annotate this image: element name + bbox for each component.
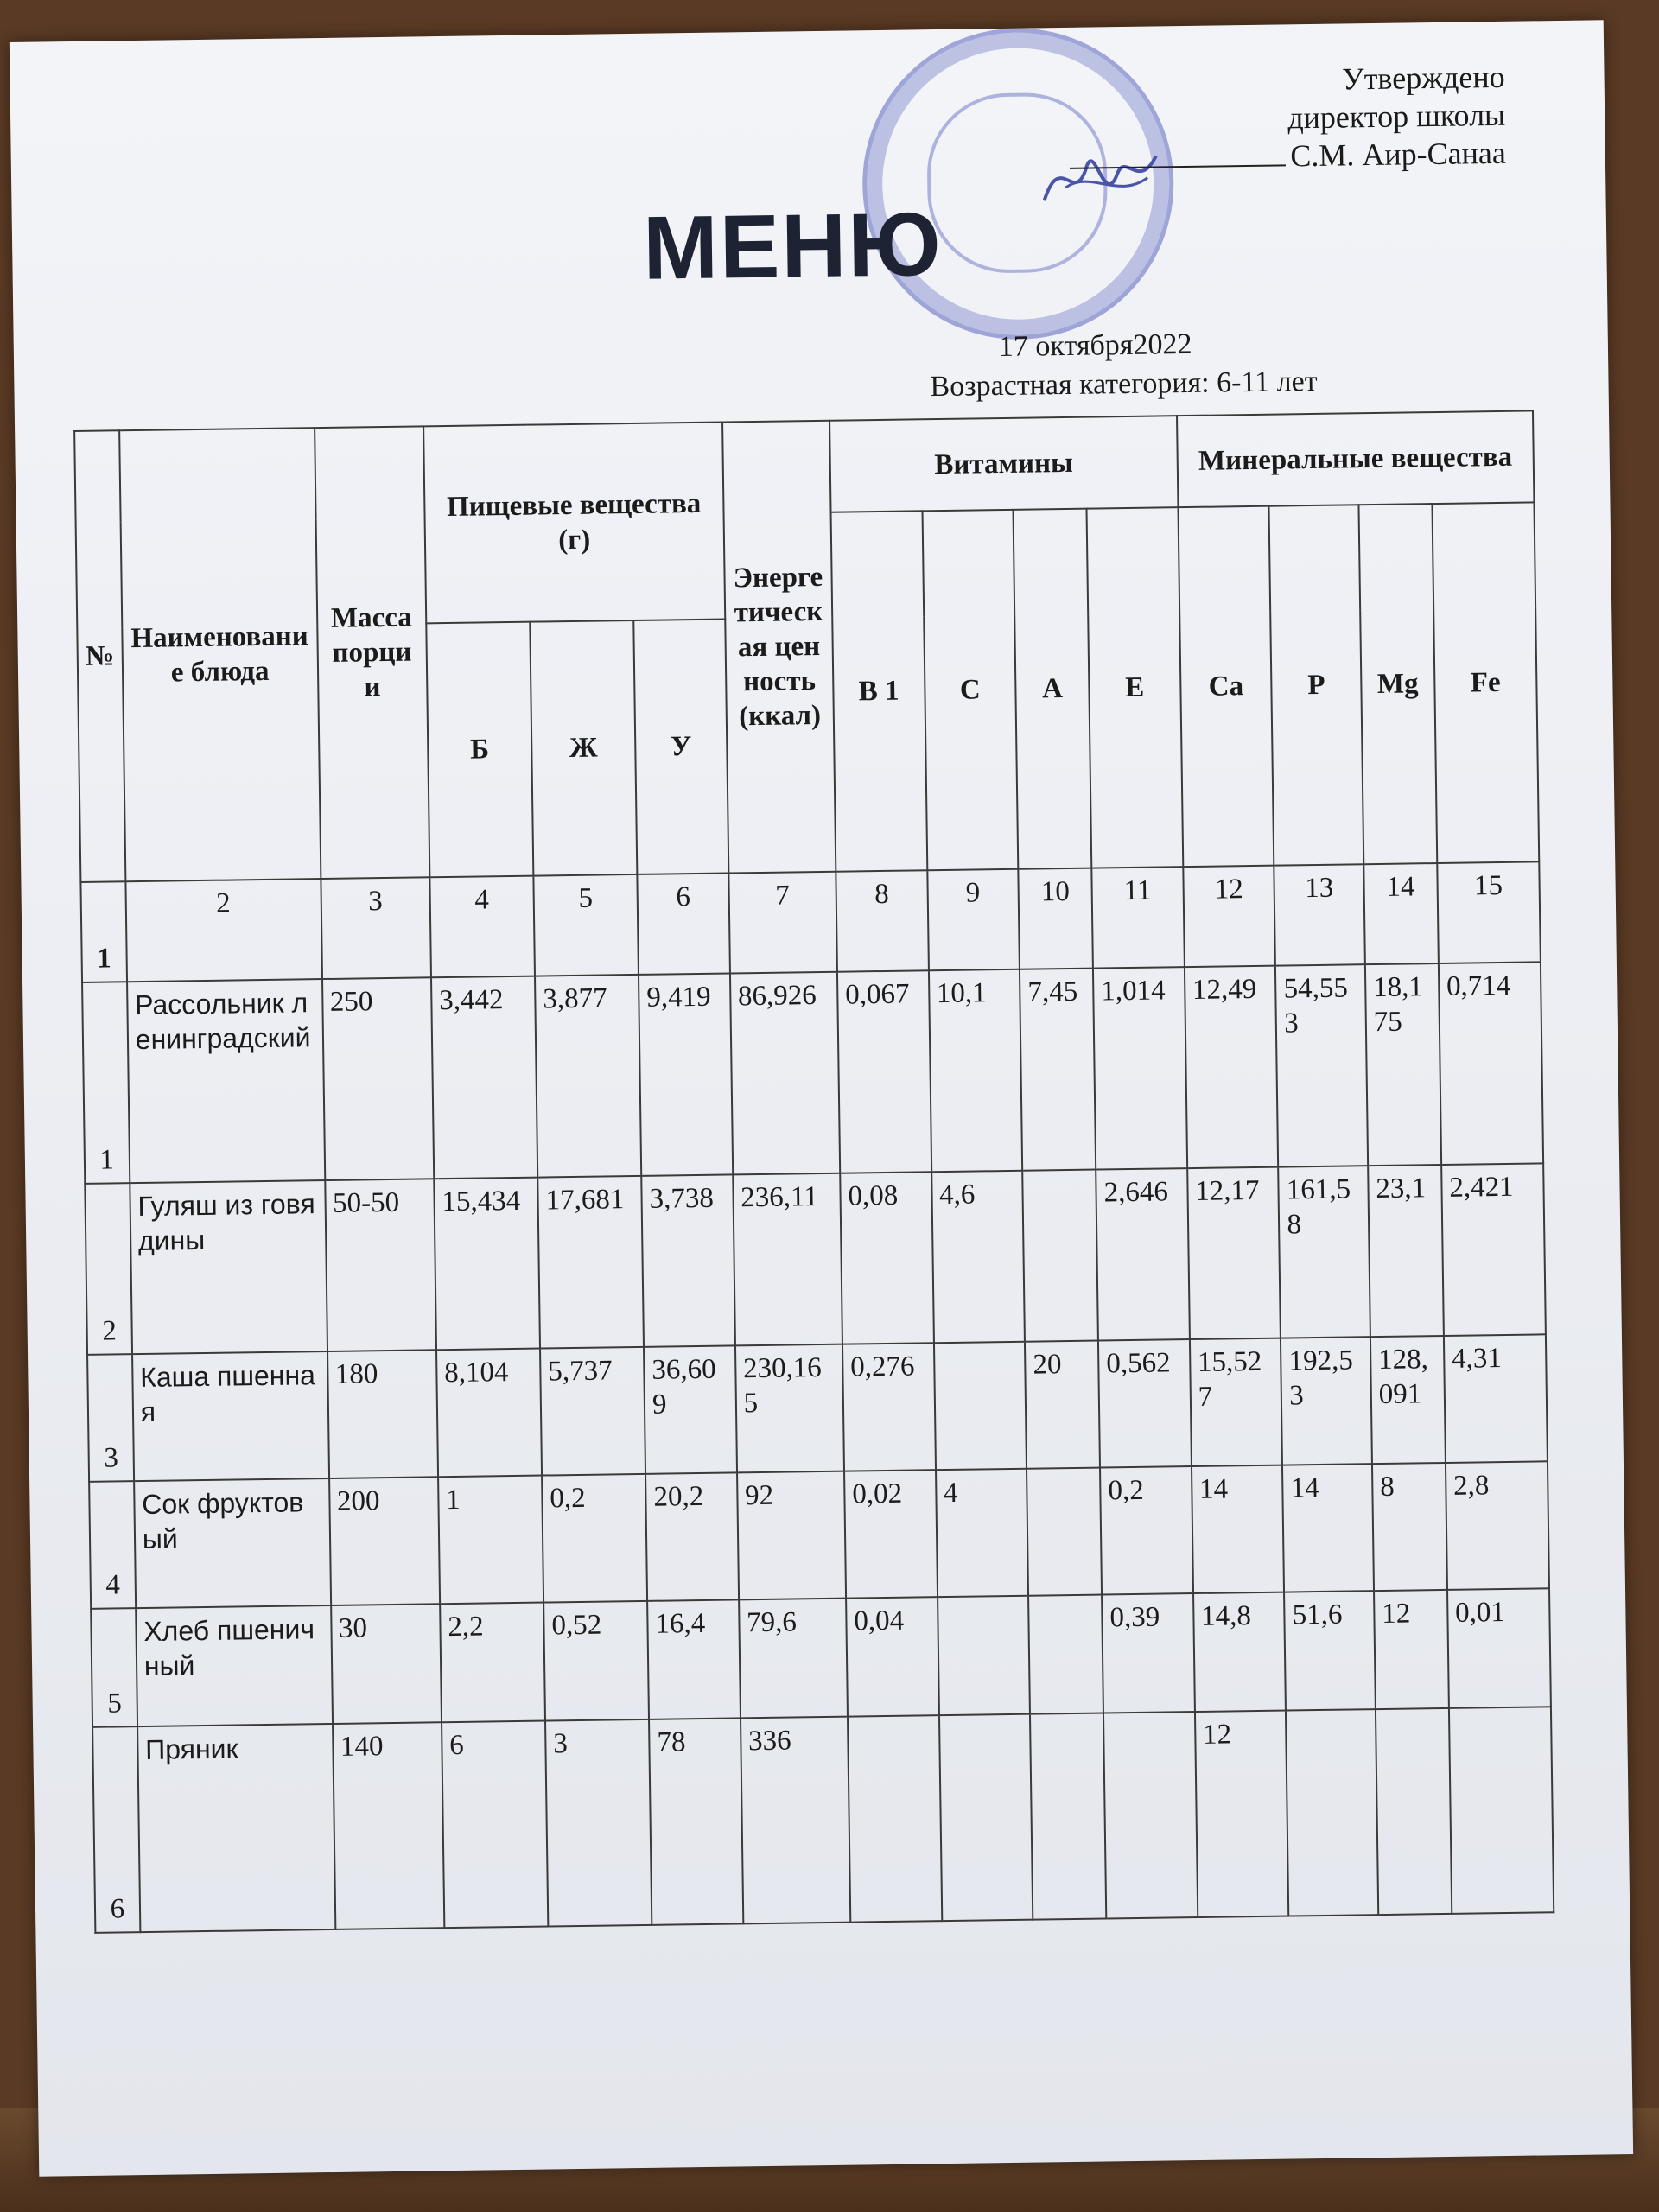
cell-p: 161,58 (1278, 1166, 1370, 1338)
header-minerals: Минеральные вещества (1177, 410, 1535, 507)
cell-a: 20 (1025, 1340, 1100, 1468)
cell-fe: 4,31 (1444, 1334, 1548, 1463)
header-energy: Энергетическая ценность (ккал) (722, 421, 836, 874)
cell-energy: 79,6 (739, 1598, 848, 1718)
dish-name: Гуляш из говядины (130, 1180, 327, 1354)
cell-fats: 3,877 (535, 975, 641, 1178)
cell-c (934, 1341, 1027, 1469)
cell-e: 0,562 (1098, 1339, 1192, 1467)
cell-a (1030, 1713, 1106, 1920)
cell-mg: 8 (1372, 1463, 1447, 1591)
cell-carbs: 9,419 (639, 973, 733, 1176)
cell-fats: 0,52 (543, 1601, 649, 1721)
cell-mass: 30 (331, 1604, 442, 1724)
cell-ca: 14,8 (1193, 1592, 1287, 1711)
column-number: 15 (1437, 862, 1541, 963)
cell-a (1028, 1594, 1103, 1713)
cell-mg: 18,175 (1365, 963, 1441, 1166)
table-row (82, 962, 1543, 1184)
header-a: А (1014, 509, 1092, 869)
column-number: 10 (1018, 868, 1093, 969)
cell-b1: 0,276 (842, 1343, 936, 1471)
cell-mass: 180 (327, 1350, 438, 1478)
cell-proteins: 1 (438, 1475, 543, 1604)
column-number: 1 (80, 881, 126, 982)
header-portion-mass: Масса порции (315, 426, 430, 879)
cell-ca: 12,49 (1185, 965, 1279, 1168)
dish-name: Рассольник ленинградский (127, 979, 325, 1183)
cell-p: 54,553 (1275, 964, 1368, 1167)
cell-b1: 0,08 (840, 1172, 933, 1344)
cell-energy: 86,926 (730, 972, 840, 1175)
dish-name: Сок фруктовый (134, 1478, 331, 1608)
header-nutrients: Пищевые вещества (г) (423, 423, 725, 624)
page-title: МЕНЮ (642, 194, 944, 299)
header-num: № (74, 430, 125, 882)
cell-c (939, 1713, 1033, 1921)
cell-a (1022, 1170, 1098, 1342)
header-fe: Fe (1432, 503, 1539, 863)
column-number: 7 (728, 872, 837, 973)
approval-label: Утверждено (1341, 59, 1505, 97)
row-number: 5 (91, 1608, 137, 1727)
header-proteins: Б (426, 622, 533, 878)
table-row (85, 1163, 1546, 1354)
cell-mass: 250 (322, 977, 435, 1180)
cell-carbs: 20,2 (645, 1472, 739, 1600)
row-number: 1 (82, 982, 130, 1184)
cell-mass: 200 (329, 1477, 440, 1605)
row-number: 6 (92, 1726, 140, 1933)
cell-e: 2,646 (1096, 1168, 1189, 1340)
cell-fe: 2,421 (1441, 1163, 1546, 1335)
cell-c (938, 1595, 1031, 1714)
cell-ca: 12 (1195, 1710, 1289, 1917)
cell-a (1027, 1467, 1102, 1595)
cell-p: 192,53 (1281, 1337, 1372, 1465)
cell-fats: 0,2 (542, 1474, 647, 1603)
cell-e (1103, 1712, 1198, 1919)
cell-fe: 0,01 (1447, 1588, 1551, 1708)
header-fats: Ж (530, 620, 637, 876)
column-number: 11 (1091, 867, 1184, 968)
age-category: Возрастная категория: 6-11 лет (930, 365, 1318, 404)
cell-c: 4,6 (931, 1171, 1025, 1343)
cell-energy: 336 (741, 1716, 851, 1923)
column-number: 5 (533, 874, 639, 976)
row-number: 2 (85, 1183, 132, 1354)
column-number: 3 (321, 877, 431, 978)
cell-carbs: 36,609 (644, 1345, 737, 1473)
header-b1: В 1 (830, 512, 926, 872)
column-number: 13 (1274, 864, 1365, 965)
dish-name: Каша пшенная (132, 1351, 329, 1481)
cell-proteins: 6 (442, 1720, 548, 1928)
approval-position: директор школы (1287, 97, 1506, 136)
menu-date: 17 октября2022 (998, 327, 1192, 364)
cell-mass: 50-50 (325, 1179, 436, 1351)
cell-mg: 12 (1374, 1590, 1449, 1709)
cell-carbs: 78 (649, 1718, 743, 1925)
cell-proteins: 15,434 (434, 1178, 540, 1350)
approval-block (1068, 58, 1506, 178)
cell-fe (1449, 1707, 1554, 1914)
cell-c: 10,1 (928, 969, 1022, 1173)
cell-c: 4 (936, 1468, 1029, 1596)
cell-proteins: 8,104 (436, 1348, 542, 1477)
column-number: 6 (637, 874, 729, 975)
header-vitamins: Витамины (830, 416, 1178, 512)
column-number: 8 (836, 870, 928, 971)
cell-fats: 17,681 (537, 1176, 644, 1348)
cell-b1: 0,04 (846, 1597, 939, 1716)
table-row (91, 1588, 1551, 1726)
director-name: С.М. Аир-Санаа (1290, 135, 1507, 174)
header-p: Р (1269, 505, 1363, 866)
cell-p (1286, 1709, 1378, 1916)
row-number: 3 (87, 1354, 134, 1482)
header-c: С (922, 510, 1018, 870)
column-number: 9 (927, 869, 1020, 970)
table-row (87, 1334, 1548, 1482)
cell-e: 0,39 (1102, 1593, 1195, 1713)
cell-fats: 3 (545, 1719, 652, 1926)
header-dish-name: Наименование блюда (119, 428, 321, 881)
dish-name: Пряник (137, 1724, 335, 1933)
approval-director (1069, 134, 1506, 178)
cell-b1 (848, 1715, 942, 1923)
cell-ca: 15,527 (1190, 1338, 1283, 1465)
column-number: 14 (1363, 863, 1439, 964)
cell-p: 14 (1282, 1464, 1374, 1592)
cell-b1: 0,067 (837, 970, 931, 1173)
row-number: 4 (89, 1481, 136, 1609)
cell-ca: 12,17 (1187, 1167, 1281, 1339)
cell-fe: 2,8 (1446, 1461, 1549, 1590)
column-number: 12 (1183, 866, 1275, 967)
cell-fats: 5,737 (540, 1347, 645, 1476)
cell-mg (1376, 1708, 1452, 1916)
cell-energy: 92 (737, 1471, 846, 1599)
cell-b1: 0,02 (844, 1470, 938, 1598)
cell-a: 7,45 (1020, 968, 1096, 1170)
cell-energy: 230,165 (735, 1344, 844, 1472)
column-number: 4 (429, 876, 535, 977)
header-carbs: У (633, 620, 728, 874)
cell-mass: 140 (333, 1722, 445, 1929)
cell-p: 51,6 (1284, 1591, 1375, 1710)
cell-fe: 0,714 (1439, 962, 1543, 1165)
cell-e: 0,2 (1100, 1466, 1193, 1594)
cell-proteins: 3,442 (431, 976, 537, 1179)
menu-sheet (10, 20, 1633, 2177)
header-e: Е (1087, 508, 1183, 868)
header-mg: Мg (1358, 505, 1437, 865)
table-row (92, 1707, 1554, 1933)
cell-mg: 128,091 (1370, 1336, 1446, 1464)
dish-name: Хлеб пшеничный (136, 1605, 333, 1726)
column-number: 2 (125, 879, 321, 982)
cell-mg: 23,1 (1368, 1165, 1444, 1337)
cell-proteins: 2,2 (440, 1602, 545, 1722)
menu-table (73, 410, 1554, 1933)
cell-carbs: 16,4 (647, 1599, 741, 1719)
cell-e: 1,014 (1093, 967, 1187, 1170)
table-row (89, 1461, 1549, 1609)
cell-carbs: 3,738 (641, 1174, 734, 1346)
cell-energy: 236,11 (733, 1173, 842, 1345)
cell-ca: 14 (1192, 1465, 1285, 1592)
header-ca: Ca (1178, 506, 1274, 867)
signature-line (1069, 164, 1285, 168)
